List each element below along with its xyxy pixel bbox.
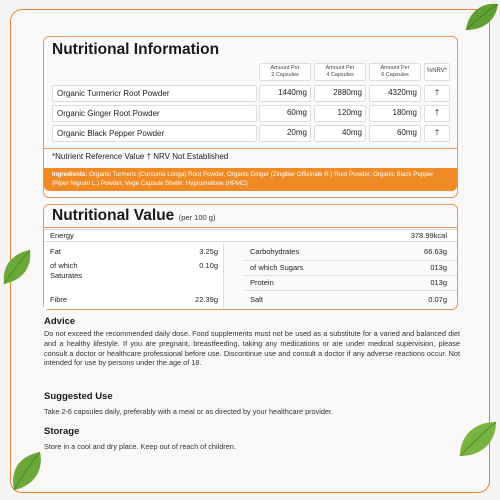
table-row [52,85,451,102]
carbohydrates-value: 66.63g [424,247,447,256]
amount-4-capsules: 2880mg [333,88,362,97]
fat-label: Fat [50,247,61,256]
nrv-value: † [434,88,440,97]
energy-value: 378.99kcal [410,231,447,240]
salt-label: Salt [250,295,263,304]
amount-2-capsules: 60mg [286,108,307,117]
nutritional-value-title: Nutritional Value [52,207,175,224]
leaf-icon [456,418,500,460]
column-header-6-capsules: Amount Per 6 Capsules [380,65,410,78]
nrv-value: † [434,128,440,137]
amount-4-capsules: 40mg [341,128,362,137]
amount-2-capsules: 1440mg [278,88,307,97]
suggested-use-title: Suggested Use [44,391,113,402]
amount-6-capsules: 60mg [396,128,417,137]
ingredient-name: Organic Ginger Root Powder [52,105,257,122]
fat-value: 3.25g [199,247,218,256]
protein-value: 013g [430,278,447,287]
saturates-value: 0.10g [199,261,218,270]
table-row [52,105,451,122]
nutritional-value-card [43,204,458,310]
amount-2-capsules: 20mg [286,128,307,137]
amount-4-capsules: 120mg [337,108,362,117]
suggested-use-text: Take 2-6 capsules daily, preferably with a meal or as directed by your healthcare provider. [44,407,334,416]
table-row [52,125,451,142]
nutritional-value-heading [52,207,215,225]
sugars-value: 013g [430,263,447,272]
storage-title: Storage [44,426,80,437]
protein-label: Protein [250,278,274,287]
leaf-icon [8,450,46,492]
leaf-icon [462,0,500,34]
energy-label: Energy [50,231,74,240]
storage-text: Store in a cool and dry place. Keep out of reach of children. [44,442,236,451]
column-header-2-capsules: Amount Per 2 Capsules [270,65,300,78]
ingredients-label: Ingredients: [52,171,88,178]
fibre-label: Fibre [50,295,68,304]
ingredient-name: Organic Turmericr Root Powder [52,85,257,102]
leaf-icon [0,248,34,288]
nrv-footnote: *Nutrient Reference Value † NRV Not Established [52,152,229,161]
nutritional-information-title: Nutritional Information [52,41,220,58]
column-header-nrv: %NRV* [426,68,448,74]
sugars-label: of which Sugars [250,263,304,272]
column-header-4-capsules: Amount Per 4 Capsules [325,65,355,78]
carbohydrates-label: Carbohydrates [250,247,300,256]
ingredients-text: Organic Turmeric (Curcuma Longa) Root Powder, Organic Ginger (Zingiber Officinale R.) Root Powder, Organic Black Pepper (Piper Nigrum L.) Powder, Vege Capsule Shell#: Hypromellose (HPMC) [52,171,434,187]
amount-6-capsules: 180mg [392,108,417,117]
nutritional-value-subtitle: (per 100 g) [178,213,216,222]
amount-6-capsules: 4320mg [388,88,417,97]
advice-title: Advice [44,316,76,327]
ingredient-name: Organic Black Pepper Powder [52,125,257,142]
divider [44,227,457,228]
saturates-label: of which Saturates [50,261,83,280]
fibre-value: 22.39g [195,295,218,304]
nrv-value: † [434,108,440,117]
ingredients-bar [44,168,457,191]
advice-text: Do not exceed the recommended daily dose. Food supplements must not be used as a substitute for a varied and balanced diet and a healthy lifestyle. If you are pregnant, breastfeeding, taking any medications or are under medical supervision, please consult a doctor or healthcare professional before use. Discontinue use and consult a doctor if any adverse reactions occur. Not intended for use by persons under the age of 18. [44,329,460,368]
divider [44,148,457,149]
salt-value: 0.07g [428,295,447,304]
nutritional-information-card [43,36,458,198]
